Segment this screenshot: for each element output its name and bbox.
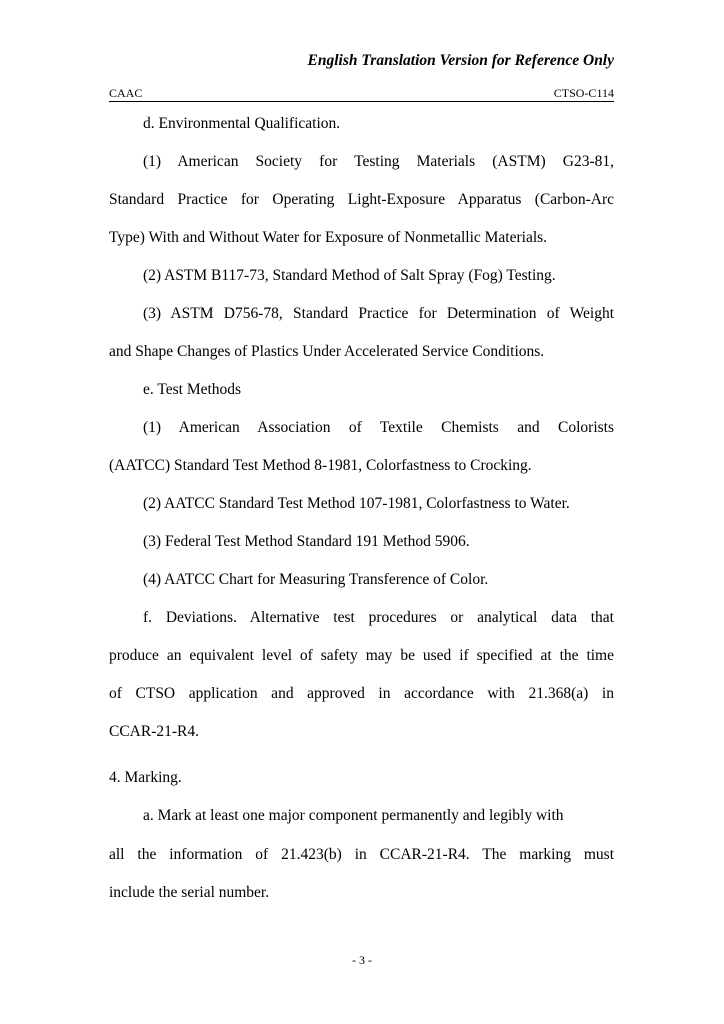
body-line: a. Mark at least one major component permanently and legibly with bbox=[143, 807, 564, 824]
body-line: CCAR-21-R4. bbox=[109, 723, 199, 740]
section-heading: 4. Marking. bbox=[109, 769, 182, 786]
body-line: (3) Federal Test Method Standard 191 Method 5906. bbox=[143, 533, 470, 550]
translation-banner: English Translation Version for Reference Only bbox=[307, 52, 614, 69]
body-line: (2) ASTM B117-73, Standard Method of Salt Spray (Fog) Testing. bbox=[143, 267, 556, 284]
body-line: (3) ASTM D756-78, Standard Practice for Determination of Weight bbox=[143, 305, 614, 322]
body-line: f. Deviations. Alternative test procedures or analytical data that bbox=[143, 609, 614, 626]
body-line: include the serial number. bbox=[109, 884, 270, 901]
body-line: Standard Practice for Operating Light-Exposure Apparatus (Carbon-Arc bbox=[109, 191, 614, 208]
body-line: e. Test Methods bbox=[143, 381, 242, 398]
body-line: d. Environmental Qualification. bbox=[143, 115, 341, 132]
body-line: all the information of 21.423(b) in CCAR-21-R4. The marking must bbox=[109, 846, 614, 863]
page-number: - 3 - bbox=[352, 953, 372, 967]
header-document-id: CTSO-C114 bbox=[553, 86, 614, 100]
body-line: Type) With and Without Water for Exposure of Nonmetallic Materials. bbox=[109, 229, 548, 246]
body-line: (1) American Association of Textile Chemists and Colorists bbox=[143, 419, 614, 436]
header-rule bbox=[109, 101, 614, 102]
body-line: (2) AATCC Standard Test Method 107-1981, Colorfastness to Water. bbox=[143, 495, 570, 512]
body-line: and Shape Changes of Plastics Under Accelerated Service Conditions. bbox=[109, 343, 545, 360]
body-line: produce an equivalent level of safety may be used if specified at the time bbox=[109, 647, 614, 664]
body-line: (AATCC) Standard Test Method 8-1981, Colorfastness to Crocking. bbox=[109, 457, 532, 474]
header-organization: CAAC bbox=[109, 86, 143, 100]
body-line: of CTSO application and approved in accordance with 21.368(a) in bbox=[109, 685, 614, 702]
body-line: (4) AATCC Chart for Measuring Transference of Color. bbox=[143, 571, 489, 588]
body-line: (1) American Society for Testing Materials (ASTM) G23-81, bbox=[143, 153, 614, 170]
